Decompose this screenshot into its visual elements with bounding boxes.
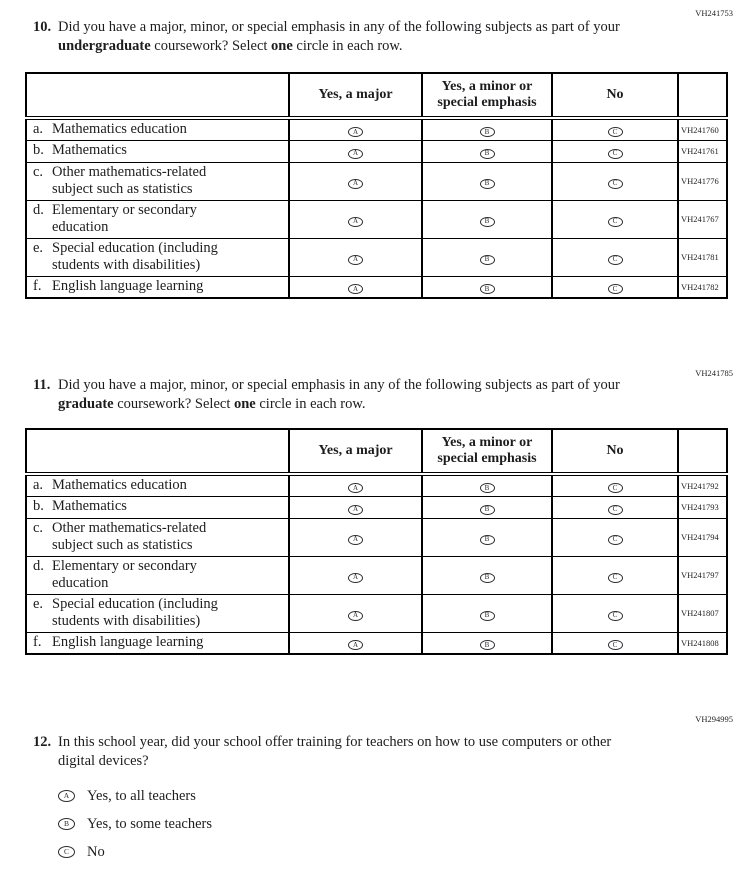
answer-bubble-a[interactable]: A — [348, 149, 363, 159]
col-header-no: No — [552, 429, 678, 474]
row-label: Mathematics — [52, 498, 127, 515]
row-label: English language learning — [52, 278, 204, 294]
question-12-text-wrap — [58, 733, 620, 871]
table-row — [26, 200, 727, 238]
question-12-options — [58, 787, 620, 861]
q11-corner-code: VH241785 — [695, 368, 733, 378]
answer-bubble-c[interactable]: C — [608, 573, 623, 583]
vh-code: VH241781 — [678, 238, 727, 276]
row-letter: a. — [33, 121, 44, 137]
col-header-yes-minor: Yes, a minor or special emphasis — [422, 73, 552, 118]
option-yes-all-teachers[interactable] — [58, 787, 620, 805]
answer-bubble-c[interactable]: C — [608, 640, 623, 650]
answer-bubble-b[interactable]: B — [480, 284, 495, 294]
row-label: English language learning — [52, 634, 204, 650]
table-row — [26, 118, 727, 140]
row-letter: f. — [33, 634, 42, 650]
q10-header-row — [26, 73, 727, 118]
answer-bubble-a[interactable]: A — [348, 611, 363, 621]
answer-bubble-c[interactable]: C — [608, 535, 623, 545]
empty-header-cell — [678, 429, 727, 474]
vh-code: VH241793 — [678, 496, 727, 518]
question-10-text-part: Did you have a major, minor, or special emphasis in any of the following subjects as part of your — [58, 19, 620, 35]
table-row — [26, 162, 727, 200]
answer-bubble-a[interactable]: A — [348, 179, 363, 189]
question-11-text-part: coursework? Select — [113, 396, 234, 412]
option-no[interactable] — [58, 843, 620, 861]
answer-bubble-a[interactable]: A — [58, 790, 75, 802]
col-header-no: No — [552, 73, 678, 118]
answer-bubble-b[interactable]: B — [480, 483, 495, 493]
question-11-number: 11. — [33, 377, 51, 393]
q10-table — [25, 72, 728, 299]
col-header-yes-major: Yes, a major — [289, 429, 422, 474]
vh-code: VH241794 — [678, 518, 727, 556]
question-12-text: In this school year, did your school offer training for teachers on how to use computers or other digital devices? — [58, 734, 612, 769]
question-11-text-part: Did you have a major, minor, or special emphasis in any of the following subjects as part of your — [58, 377, 620, 393]
option-label: No — [87, 843, 105, 860]
option-yes-some-teachers[interactable] — [58, 815, 620, 833]
question-12 — [33, 733, 620, 871]
question-10-number: 10. — [33, 19, 52, 35]
row-letter: c. — [33, 519, 44, 536]
answer-bubble-c[interactable]: C — [58, 846, 75, 858]
row-label: Special education (including students with disabilities) — [52, 595, 218, 629]
answer-bubble-c[interactable]: C — [608, 255, 623, 265]
question-10 — [33, 18, 620, 56]
question-10-bold-undergraduate: undergraduate — [58, 38, 151, 54]
q10-corner-code: VH241753 — [695, 8, 733, 18]
table-row — [26, 276, 727, 298]
empty-header-cell — [26, 73, 289, 118]
answer-bubble-b[interactable]: B — [480, 611, 495, 621]
answer-bubble-b[interactable]: B — [480, 179, 495, 189]
empty-header-cell — [26, 429, 289, 474]
answer-bubble-a[interactable]: A — [348, 483, 363, 493]
answer-bubble-a[interactable]: A — [348, 284, 363, 294]
row-letter: e. — [33, 595, 44, 612]
q11-header-row — [26, 429, 727, 474]
question-10-text-part: circle in each row. — [292, 38, 403, 54]
vh-code: VH241797 — [678, 556, 727, 594]
answer-bubble-a[interactable]: A — [348, 505, 363, 515]
answer-bubble-b[interactable]: B — [480, 640, 495, 650]
answer-bubble-b[interactable]: B — [480, 127, 495, 137]
answer-bubble-c[interactable]: C — [608, 127, 623, 137]
answer-bubble-b[interactable]: B — [480, 505, 495, 515]
vh-code: VH241767 — [678, 200, 727, 238]
vh-code: VH241776 — [678, 162, 727, 200]
answer-bubble-c[interactable]: C — [608, 505, 623, 515]
row-letter: d. — [33, 201, 44, 218]
answer-bubble-a[interactable]: A — [348, 573, 363, 583]
answer-bubble-a[interactable]: A — [348, 217, 363, 227]
row-letter: b. — [33, 498, 44, 515]
row-letter: d. — [33, 557, 44, 574]
vh-code: VH241760 — [678, 118, 727, 140]
row-label: Other mathematics-related subject such as statistics — [52, 163, 207, 197]
option-label: Yes, to all teachers — [87, 787, 196, 804]
table-row — [26, 518, 727, 556]
answer-bubble-c[interactable]: C — [608, 483, 623, 493]
answer-bubble-c[interactable]: C — [608, 611, 623, 621]
row-label: Elementary or secondary education — [52, 201, 197, 235]
question-11 — [33, 376, 620, 414]
q12-corner-code: VH294995 — [695, 714, 733, 724]
answer-bubble-c[interactable]: C — [608, 284, 623, 294]
question-11-text-part: circle in each row. — [255, 396, 366, 412]
empty-header-cell — [678, 73, 727, 118]
question-10-text — [58, 18, 620, 56]
answer-bubble-b[interactable]: B — [480, 535, 495, 545]
col-header-yes-minor: Yes, a minor or special emphasis — [422, 429, 552, 474]
table-row — [26, 632, 727, 654]
question-12-number: 12. — [33, 734, 52, 750]
answer-bubble-c[interactable]: C — [608, 179, 623, 189]
vh-code: VH241782 — [678, 276, 727, 298]
row-label: Mathematics — [52, 142, 127, 159]
row-label: Mathematics education — [52, 477, 187, 493]
row-label: Elementary or secondary education — [52, 557, 197, 591]
vh-code: VH241761 — [678, 140, 727, 162]
row-letter: a. — [33, 477, 44, 493]
answer-bubble-c[interactable]: C — [608, 217, 623, 227]
row-letter: c. — [33, 163, 44, 180]
option-label: Yes, to some teachers — [87, 815, 212, 832]
question-11-bold-graduate: graduate — [58, 396, 114, 412]
row-letter: b. — [33, 142, 44, 159]
answer-bubble-b[interactable]: B — [480, 217, 495, 227]
answer-bubble-b[interactable]: B — [480, 149, 495, 159]
table-row — [26, 496, 727, 518]
answer-bubble-a[interactable]: A — [348, 640, 363, 650]
answer-bubble-b[interactable]: B — [58, 818, 75, 830]
table-row — [26, 556, 727, 594]
row-label: Other mathematics-related subject such as statistics — [52, 519, 207, 553]
question-10-text-part: coursework? Select — [150, 38, 272, 54]
row-label: Mathematics education — [52, 121, 187, 137]
answer-bubble-a[interactable]: A — [348, 255, 363, 265]
row-label: Special education (including students with disabilities) — [52, 239, 218, 273]
col-header-yes-major: Yes, a major — [289, 73, 422, 118]
vh-code: VH241808 — [678, 632, 727, 654]
question-10-bold-one: one — [271, 38, 293, 54]
question-11-bold-one: one — [233, 396, 256, 412]
vh-code: VH241792 — [678, 474, 727, 496]
question-11-text — [58, 376, 620, 414]
vh-code: VH241807 — [678, 594, 727, 632]
table-row — [26, 594, 727, 632]
table-row — [26, 474, 727, 496]
answer-bubble-b[interactable]: B — [480, 573, 495, 583]
answer-bubble-c[interactable]: C — [608, 149, 623, 159]
answer-bubble-a[interactable]: A — [348, 535, 363, 545]
q11-table — [25, 428, 728, 655]
table-row — [26, 140, 727, 162]
answer-bubble-b[interactable]: B — [480, 255, 495, 265]
row-letter: e. — [33, 239, 44, 256]
row-letter: f. — [33, 278, 42, 294]
table-row — [26, 238, 727, 276]
answer-bubble-a[interactable]: A — [348, 127, 363, 137]
